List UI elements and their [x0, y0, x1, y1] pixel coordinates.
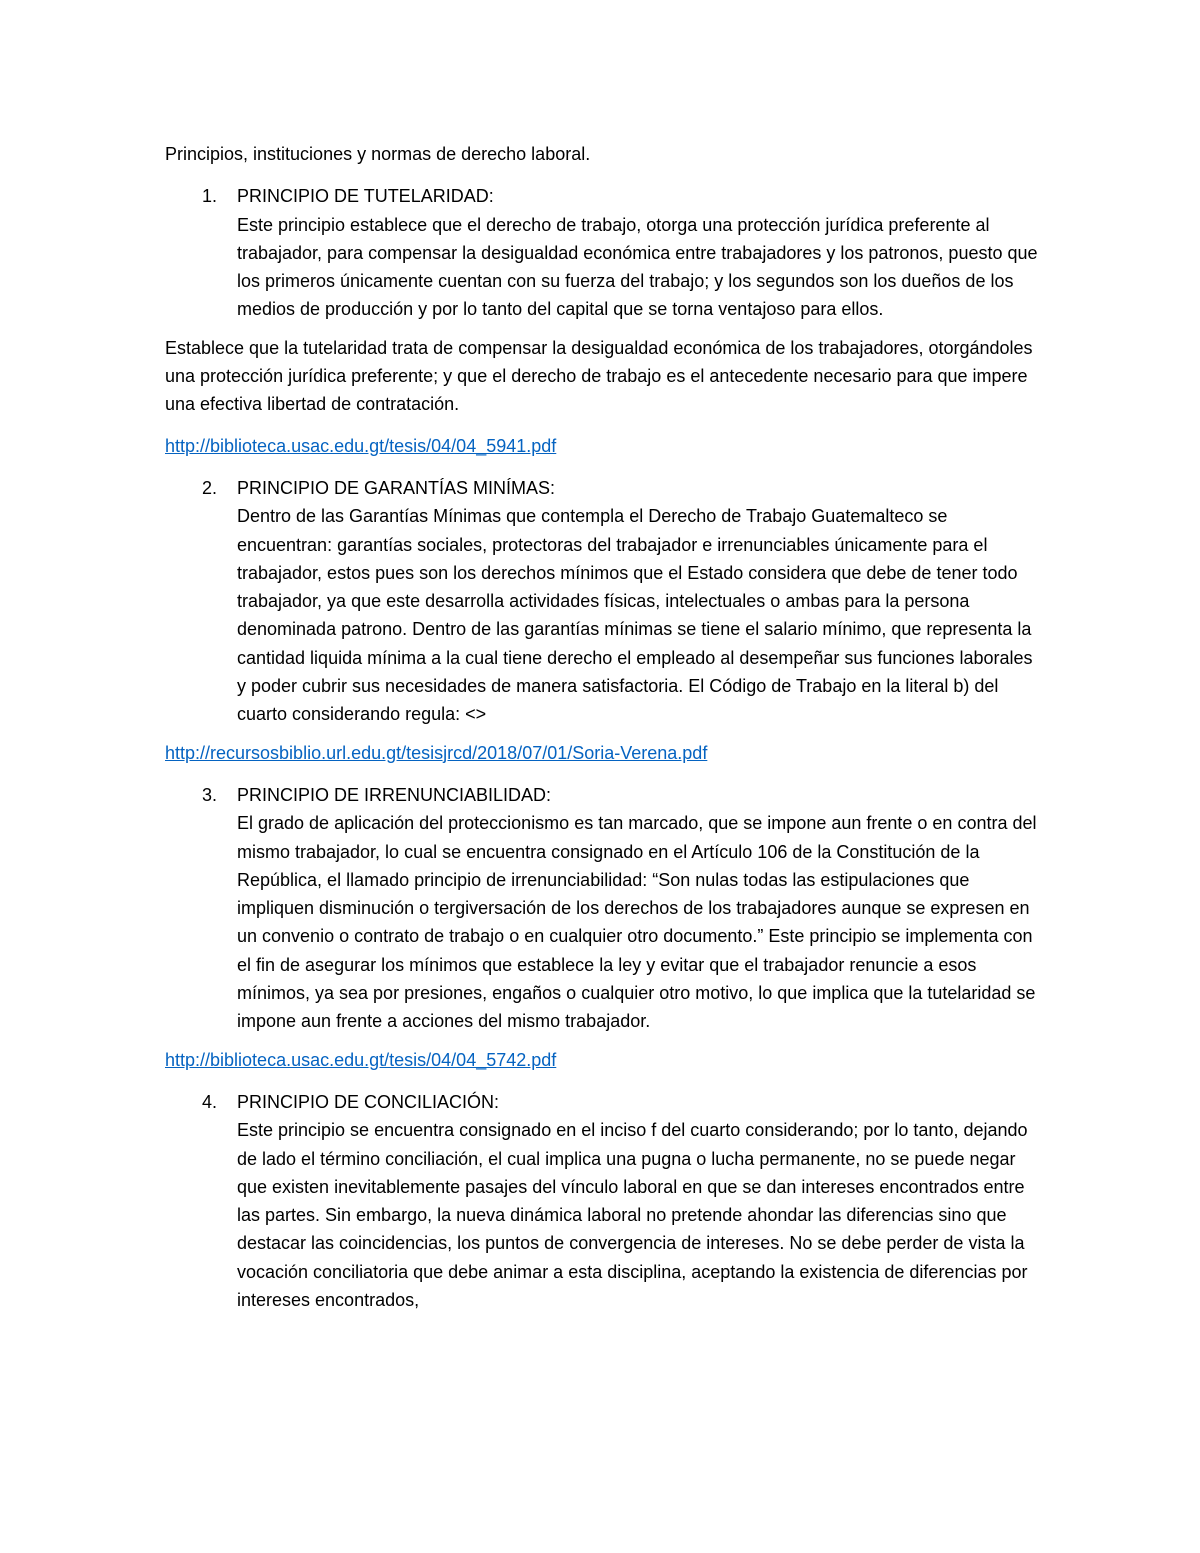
section-heading: PRINCIPIO DE TUTELARIDAD: [237, 186, 494, 207]
list-item-number: 1. [202, 186, 218, 207]
section-body: El grado de aplicación del proteccionismo es tan marcado, que se impone aun frente o en contra del mismo trabajador, lo cual se encuentra consignado en el Artículo 106 de la Constitución de la República, el llamado principio de irrenunciabilidad: “Son nulas todas las estipulaciones que impliquen disminución o tergiversación de los derechos de los trabajadores aunque se expresen en un convenio o contrato de trabajo o en cualquier otro documento.” Este principio se implementa con el fin de asegurar los mínimos que establece la ley y evitar que el trabajador renuncie a esos mínimos, ya sea por presiones, engaños o cualquier otro motivo, lo que implica que la tutelaridad se impone aun frente a acciones del mismo trabajador. [237, 813, 1037, 1032]
reference-link[interactable]: http://biblioteca.usac.edu.gt/tesis/04/04_5941.pdf [165, 435, 557, 456]
reference-link-line [165, 739, 1045, 767]
document-body [165, 140, 1045, 1324]
reference-link[interactable]: http://recursosbiblio.url.edu.gt/tesisjrcd/2018/07/01/Soria-Verena.pdf [165, 742, 708, 763]
reference-link-line [165, 1046, 1045, 1074]
section-heading: PRINCIPIO DE IRRENUNCIABILIDAD: [237, 784, 552, 805]
list-item-irrenunciabilidad [165, 781, 1045, 1036]
section-body: Este principio establece que el derecho de trabajo, otorga una protección jurídica preferente al trabajador, para compensar la desigualdad económica entre trabajadores y los patronos, puesto que los primeros únicamente cuentan con su fuerza del trabajo; y los segundos son los dueños de los medios de producción y por lo tanto del capital que se torna ventajoso para ellos. [237, 214, 1038, 320]
section-heading: PRINCIPIO DE GARANTÍAS MINÍMAS: [237, 477, 556, 498]
list-item-number: 4. [202, 1091, 218, 1112]
reference-link-line [165, 432, 1045, 460]
list-item-conciliacion [165, 1088, 1045, 1314]
body-paragraph: Establece que la tutelaridad trata de compensar la desigualdad económica de los trabajadores, otorgándoles una protección jurídica preferente; y que el derecho de trabajo es el antecedente necesario para que impere una efectiva libertad de contratación. [165, 337, 1033, 415]
reference-link[interactable]: http://biblioteca.usac.edu.gt/tesis/04/04_5742.pdf [165, 1049, 557, 1070]
list-item-garantias-minimas [165, 474, 1045, 729]
section-body: Este principio se encuentra consignado en el inciso f del cuarto considerando; por lo tanto, dejando de lado el término conciliación, el cual implica una pugna o lucha permanente, no se puede negar que existen inevitablemente pasajes del vínculo laboral en que se dan intereses encontrados entre las partes. Sin embargo, la nueva dinámica laboral no pretende ahondar las diferencias sino que destacar las coincidencias, los puntos de convergencia de intereses. No se debe perder de vista la vocación conciliatoria que debe animar a esta disciplina, aceptando la existencia de diferencias por intereses encontrados, [237, 1120, 1028, 1310]
list-item-number: 2. [202, 477, 218, 498]
section-heading: PRINCIPIO DE CONCILIACIÓN: [237, 1091, 500, 1112]
list-item-tutelaridad [165, 182, 1045, 323]
list-item-number: 3. [202, 784, 218, 805]
section-body: Dentro de las Garantías Mínimas que contempla el Derecho de Trabajo Guatemalteco se encuentran: garantías sociales, protectoras del trabajador e irrenunciables únicamente para el trabajador, estos pues son los derechos mínimos que el Estado considera que debe de tener todo trabajador, ya que este desarrolla actividades físicas, intelectuales o ambas para la persona denominada patrono. Dentro de las garantías mínimas se tiene el salario mínimo, que representa la cantidad liquida mínima a la cual tiene derecho el empleado al desempeñar sus funciones laborales y poder cubrir sus necesidades de manera satisfactoria. El Código de Trabajo en la literal b) del cuarto considerando regula: <> [237, 506, 1033, 725]
document-title: Principios, instituciones y normas de derecho laboral. [165, 144, 591, 164]
